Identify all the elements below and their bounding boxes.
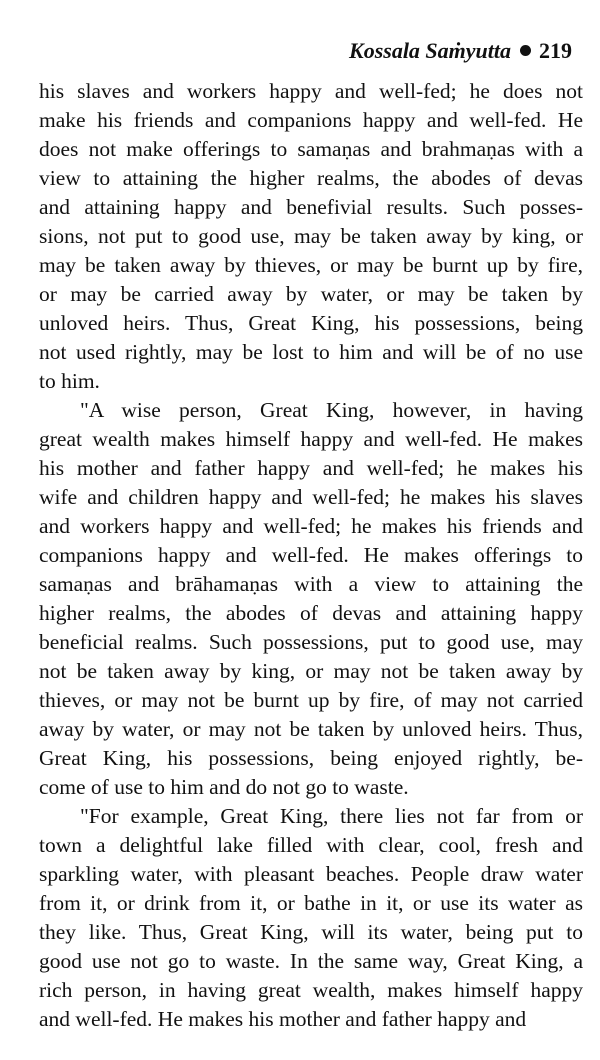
text-line: away by water, or may not be taken by unloved heirs. Thus, [39,717,583,741]
text-line: rich person, in having great wealth, makes himself happy [39,978,583,1002]
text-line: sions, not put to good use, may be taken away by king, or [39,224,583,248]
text-line: and well-fed. He makes his mother and father happy and [39,1007,527,1031]
text-line: good use not go to waste. In the same way, Great King, a [39,949,583,973]
page-number: 219 [539,38,572,63]
text-line: companions happy and well-fed. He makes offerings to [39,543,583,567]
text-line: and attaining happy and benefivial results. Such posses- [39,195,583,219]
paragraph [39,77,583,396]
text-line: not used rightly, may be lost to him and will be of no use [39,340,583,364]
text-line: wife and children happy and well-fed; he makes his slaves [39,485,583,509]
text-line: samaṇas and brāhamaṇas with a view to attaining the [39,572,583,596]
text-line: town a delightful lake filled with clear, cool, fresh and [39,833,583,857]
bullet-icon [520,45,531,56]
running-head-title: Kossala Saṁyutta [349,38,511,63]
text-line: beneficial realms. Such possessions, put to good use, may [39,630,583,654]
text-line: unloved heirs. Thus, Great King, his possessions, being [39,311,583,335]
text-line: great wealth makes himself happy and well-fed. He makes [39,427,583,451]
text-line: view to attaining the higher realms, the abodes of devas [39,166,583,190]
text-line: thieves, or may not be burnt up by fire, of may not carried [39,688,583,712]
text-line: may be taken away by thieves, or may be burnt up by fire, [39,253,583,277]
text-line: and workers happy and well-fed; he makes his friends and [39,514,583,538]
text-line: from it, or drink from it, or bathe in it, or use its water as [39,891,583,915]
text-line: does not make offerings to samaṇas and brahmaṇas with a [39,137,583,161]
running-head [349,38,572,64]
text-line: not be taken away by king, or may not be taken away by [39,659,583,683]
text-line: they like. Thus, Great King, will its water, being put to [39,920,583,944]
text-line: sparkling water, with pleasant beaches. People draw water [39,862,583,886]
text-line: or may be carried away by water, or may be taken by [39,282,583,306]
text-line: his slaves and workers happy and well-fed; he does not [39,79,583,103]
paragraph [39,396,583,802]
text-line: make his friends and companions happy and well-fed. He [39,108,583,132]
text-line: Great King, his possessions, being enjoyed rightly, be- [39,746,583,770]
paragraph [39,802,583,1034]
body-text [39,77,583,1034]
text-line: higher realms, the abodes of devas and attaining happy [39,601,583,625]
text-line: "For example, Great King, there lies not far from or [80,804,583,828]
text-line: "A wise person, Great King, however, in having [80,398,583,422]
text-line: his mother and father happy and well-fed; he makes his [39,456,583,480]
text-line: to him. [39,369,100,393]
text-line: come of use to him and do not go to waste. [39,775,409,799]
